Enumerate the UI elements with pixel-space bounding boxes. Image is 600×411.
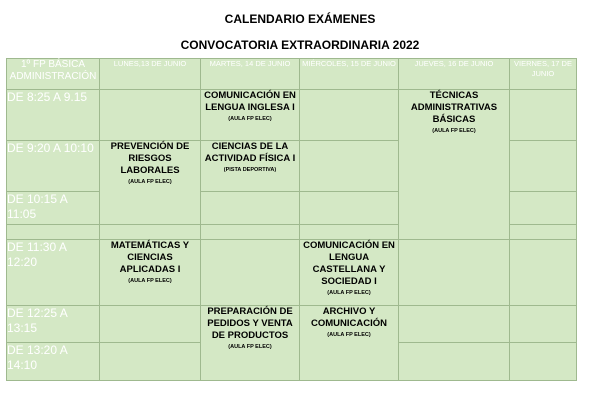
break-cell <box>100 224 201 239</box>
exam-subject: MATEMÁTICAS Y CIENCIAS APLICADAS I <box>110 239 190 275</box>
empty-cell <box>201 239 300 305</box>
exam-subject: PREVENCIÓN DE RIESGOS LABORALES <box>110 141 190 177</box>
empty-cell <box>100 305 201 342</box>
time-slot-6: DE 13:20 A 14:10 <box>7 342 100 380</box>
break-cell <box>510 224 577 239</box>
page-subtitle: CONVOCATORIA EXTRAORDINARIA 2022 <box>180 38 420 52</box>
exam-cell-castellana <box>300 239 399 305</box>
empty-cell <box>300 90 399 141</box>
exam-cell-preparacion <box>201 305 300 380</box>
exam-cell-ciencias-actividad <box>201 141 300 192</box>
empty-cell <box>510 192 577 224</box>
day-header-friday: VIERNES, 17 DE JUNIO <box>510 59 577 90</box>
empty-cell <box>100 342 201 380</box>
break-cell <box>300 224 399 239</box>
exam-cell-matematicas <box>100 239 201 305</box>
exam-schedule-table <box>6 58 577 381</box>
empty-cell <box>399 305 510 342</box>
empty-cell <box>100 90 201 141</box>
exam-cell-ingles <box>201 90 300 141</box>
time-slot-1: DE 8:25 A 9.15 <box>7 90 100 141</box>
day-header-monday: LUNES,13 DE JUNIO <box>100 59 201 90</box>
exam-room: (AULA FP ELEC) <box>228 116 272 123</box>
day-header-wednesday: MIÉRCOLES, 15 DE JUNIO <box>300 59 399 90</box>
page-title: CALENDARIO EXÁMENES <box>224 12 376 26</box>
exam-subject: PREPARACIÓN DE PEDIDOS Y VENTA DE PRODUCTOS <box>207 305 293 341</box>
exam-room: (AULA FP ELEC) <box>228 343 272 350</box>
exam-subject: ARCHIVO Y COMUNICACIÓN <box>311 305 387 329</box>
empty-cell <box>300 192 399 224</box>
empty-cell <box>510 90 577 141</box>
empty-cell <box>399 342 510 380</box>
exam-cell-prevencion <box>100 141 201 224</box>
empty-cell <box>399 239 510 305</box>
empty-cell <box>510 342 577 380</box>
exam-subject: CIENCIAS DE LA ACTIVIDAD FÍSICA I <box>204 141 296 165</box>
time-slot-3: DE 10:15 A 11:05 <box>7 192 100 224</box>
day-header-thursday: JUEVES, 16 DE JUNIO <box>399 59 510 90</box>
empty-cell <box>510 305 577 342</box>
empty-cell <box>300 141 399 192</box>
empty-cell <box>510 239 577 305</box>
exam-room: (AULA FP ELEC) <box>327 331 371 338</box>
time-slot-4: DE 11:30 A 12:20 <box>7 239 100 305</box>
exam-subject: COMUNICACIÓN EN LENGUA INGLESA I <box>204 90 296 114</box>
time-slot-2: DE 9:20 A 10:10 <box>7 141 100 192</box>
break-cell <box>7 224 100 239</box>
empty-cell <box>510 141 577 192</box>
exam-subject: COMUNICACIÓN EN LENGUA CASTELLANA Y SOCIEDAD I <box>303 239 395 287</box>
exam-cell-tecnicas <box>399 90 510 239</box>
break-cell <box>201 224 300 239</box>
exam-subject: TÉCNICAS ADMINISTRATIVAS BÁSICAS <box>410 90 498 126</box>
exam-room: (AULA FP ELEC) <box>128 277 172 284</box>
exam-cell-archivo <box>300 305 399 380</box>
corner-header: 1º FP BÁSICA ADMINISTRACIÓN <box>7 59 100 90</box>
empty-cell <box>201 192 300 224</box>
exam-room: (AULA FP ELEC) <box>128 179 172 186</box>
exam-room: (AULA FP ELEC) <box>432 128 476 135</box>
exam-room: (PISTA DEPORTIVA) <box>223 167 277 174</box>
exam-room: (AULA FP ELEC) <box>327 289 371 296</box>
day-header-tuesday: MARTES, 14 DE JUNIO <box>201 59 300 90</box>
time-slot-5: DE 12:25 A 13:15 <box>7 305 100 342</box>
